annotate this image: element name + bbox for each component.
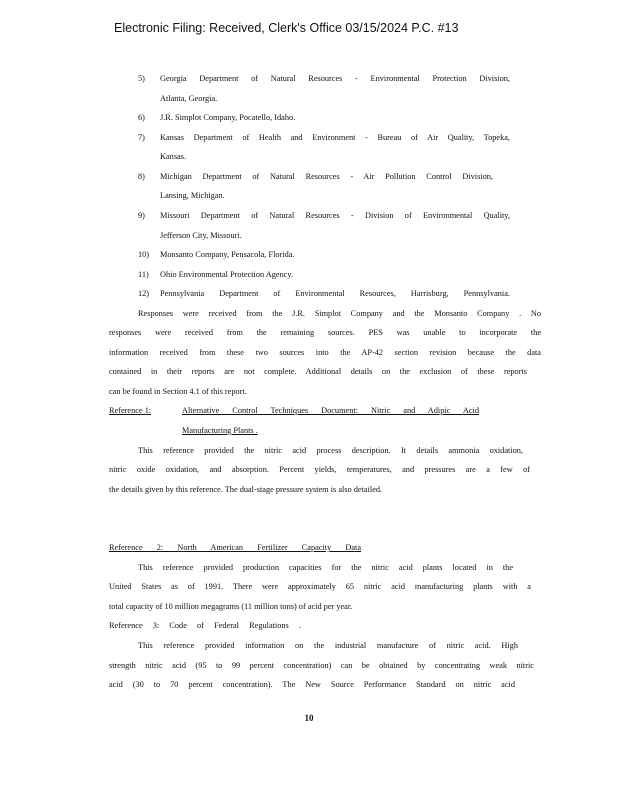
paragraph-line: contained in their reports are not complete. Additional details on the exclusion of these reports (109, 367, 527, 376)
paragraph-line: strength nitric acid (95 to 99 percent concentration) can be obtained by concentrating weak nitric (109, 661, 534, 670)
list-item-number: 11) (138, 270, 149, 279)
list-item-number: 10) (138, 250, 150, 259)
filing-stamp: Electronic Filing: Received, Clerk's Office 03/15/2024 P.C. #13 (114, 21, 459, 35)
list-item-text: J.R. Simplot Company, Pocatello, Idaho. (160, 113, 296, 122)
list-item-text: Kansas. (160, 152, 187, 161)
paragraph-line: United States as of 1991. There were approximately 65 nitric acid manufacturing plants with a (109, 582, 531, 591)
paragraph-line: acid (30 to 70 percent concentration). The New Source Performance Standard on nitric acid (109, 680, 515, 689)
reference-1-title-cont: Manufacturing Plants . (182, 426, 258, 435)
paragraph-line: Responses were received from the J.R. Simplot Company and the Monsanto Company . No (138, 309, 541, 318)
paragraph-line: This reference provided production capacities for the nitric acid plants located in the (138, 563, 513, 572)
list-item-number: 7) (138, 133, 145, 142)
list-item-number: 6) (138, 113, 145, 122)
paragraph-line: information received from these two sources into the AP-42 section revision because the data (109, 348, 541, 357)
list-item-text: Monsanto Company, Pensacola, Florida. (160, 250, 295, 259)
list-item-text: Pennsylvania Department of Environmental Resources, Harrisburg, Pennsylvania. (160, 289, 510, 298)
list-item-number: 9) (138, 211, 145, 220)
paragraph-line: nitric oxide oxidation, and absorption. Percent yields, temperatures, and pressures are a few of (109, 465, 530, 474)
paragraph-line: This reference provided information on the industrial manufacture of nitric acid. High (138, 641, 518, 650)
page-number: 10 (304, 713, 314, 723)
list-item-text: Missouri Department of Natural Resources - Division of Environmental Quality, (160, 211, 510, 220)
list-item-text: Lansing, Michigan. (160, 191, 225, 200)
list-item-text: Atlanta, Georgia. (160, 94, 218, 103)
list-item-text: Kansas Department of Health and Environment - Bureau of Air Quality, Topeka, (160, 133, 510, 142)
reference-3-heading: Reference 3: Code of Federal Regulations . (109, 621, 301, 630)
reference-1-label: Reference 1: (109, 406, 152, 415)
list-item-text: Jefferson City, Missouri. (160, 231, 242, 240)
list-item-number: 8) (138, 172, 145, 181)
list-item-text: Georgia Department of Natural Resources - Environmental Protection Division, (160, 74, 510, 83)
reference-1-title: Alternative Control Techniques Document: Nitric and Adipic Acid (182, 406, 479, 415)
paragraph-line: can be found in Section 4.1 of this report. (109, 387, 247, 396)
list-item-text: Michigan Department of Natural Resources - Air Pollution Control Division, (160, 172, 493, 181)
list-item-number: 12) (138, 289, 150, 298)
paragraph-line: the details given by this reference. The dual-stage pressure system is also detailed. (109, 485, 383, 494)
paragraph-line: This reference provided the nitric acid process description. It details ammonia oxidation, (138, 446, 523, 455)
paragraph-line: total capacity of 10 million megagrams (11 million tons) of acid per year. (109, 602, 353, 611)
list-item-text: Ohio Environmental Protection Agency. (160, 270, 294, 279)
paragraph-line: responses were received from the remaining sources. PES was unable to incorporate the (109, 328, 541, 337)
list-item-number: 5) (138, 74, 145, 83)
reference-2-heading: Reference 2: North American Fertilizer Capacity Data (109, 543, 361, 552)
